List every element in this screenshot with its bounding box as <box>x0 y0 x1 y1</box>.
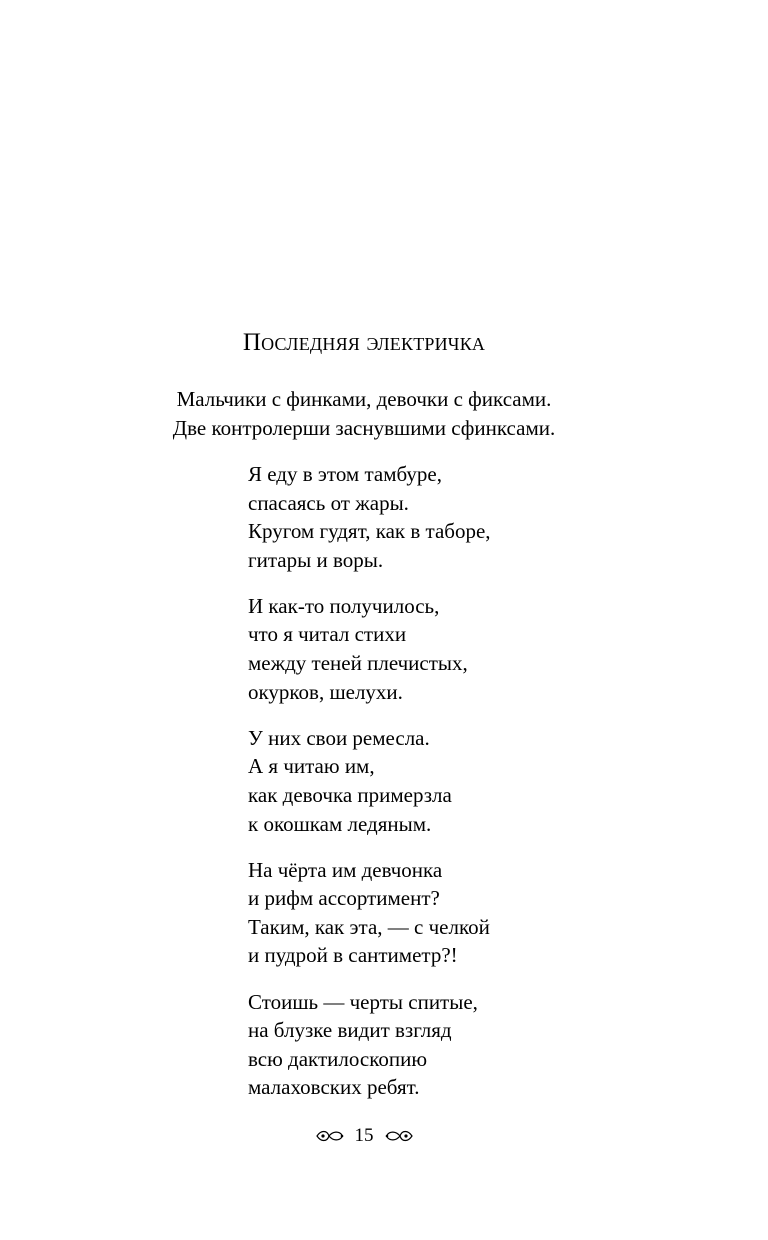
verse-line: А я читаю им, <box>248 754 375 779</box>
verse-line: спасаясь от жары. <box>248 490 409 515</box>
verse-line: На чёрта им девчонка <box>248 857 443 882</box>
verse-line: и пудрой в сантиметр?! <box>248 943 458 968</box>
verse-line: малаховских ребят. <box>248 1075 420 1100</box>
flourish-left-icon <box>315 1126 345 1146</box>
verse-line: как девочка примерзла <box>248 782 452 807</box>
stanza <box>248 856 491 970</box>
stanza <box>248 460 491 574</box>
epigraph <box>0 385 728 443</box>
page-footer <box>0 1125 728 1147</box>
verse-line: между теней плечистых, <box>248 651 468 676</box>
verse-line: окурков, шелухи. <box>248 679 403 704</box>
flourish-right-icon <box>384 1126 414 1146</box>
poem-title: Последняя электричка <box>242 329 486 356</box>
verse-line: и рифм ассортимент? <box>248 886 440 911</box>
stanza <box>248 724 491 838</box>
verse-line: гитары и воры. <box>248 547 384 572</box>
verse-line: Я еду в этом тамбуре, <box>248 462 442 486</box>
verse-line: Таким, как эта, — с челкой <box>248 914 490 939</box>
verse-line: к окошкам ледяным. <box>248 811 432 836</box>
epigraph-line: Две контролерши заснувшими сфинксами. <box>172 416 556 440</box>
verse-line: на блузке видит взгляд <box>248 1018 452 1043</box>
epigraph-line: Мальчики с финками, девочки с фиксами. <box>176 387 552 411</box>
poem-body <box>248 460 491 1119</box>
verse-line: Кругом гудят, как в таборе, <box>248 519 491 544</box>
verse-line: И как-то получилось, <box>248 593 440 618</box>
stanza <box>248 988 491 1102</box>
page-number: 15 <box>354 1125 374 1146</box>
verse-line: У них свои ремесла. <box>248 725 430 750</box>
stanza <box>248 592 491 706</box>
verse-line: всю дактилоскопию <box>248 1046 428 1071</box>
verse-line: Стоишь — черты спитые, <box>248 989 478 1014</box>
verse-line: что я читал стихи <box>248 622 407 647</box>
